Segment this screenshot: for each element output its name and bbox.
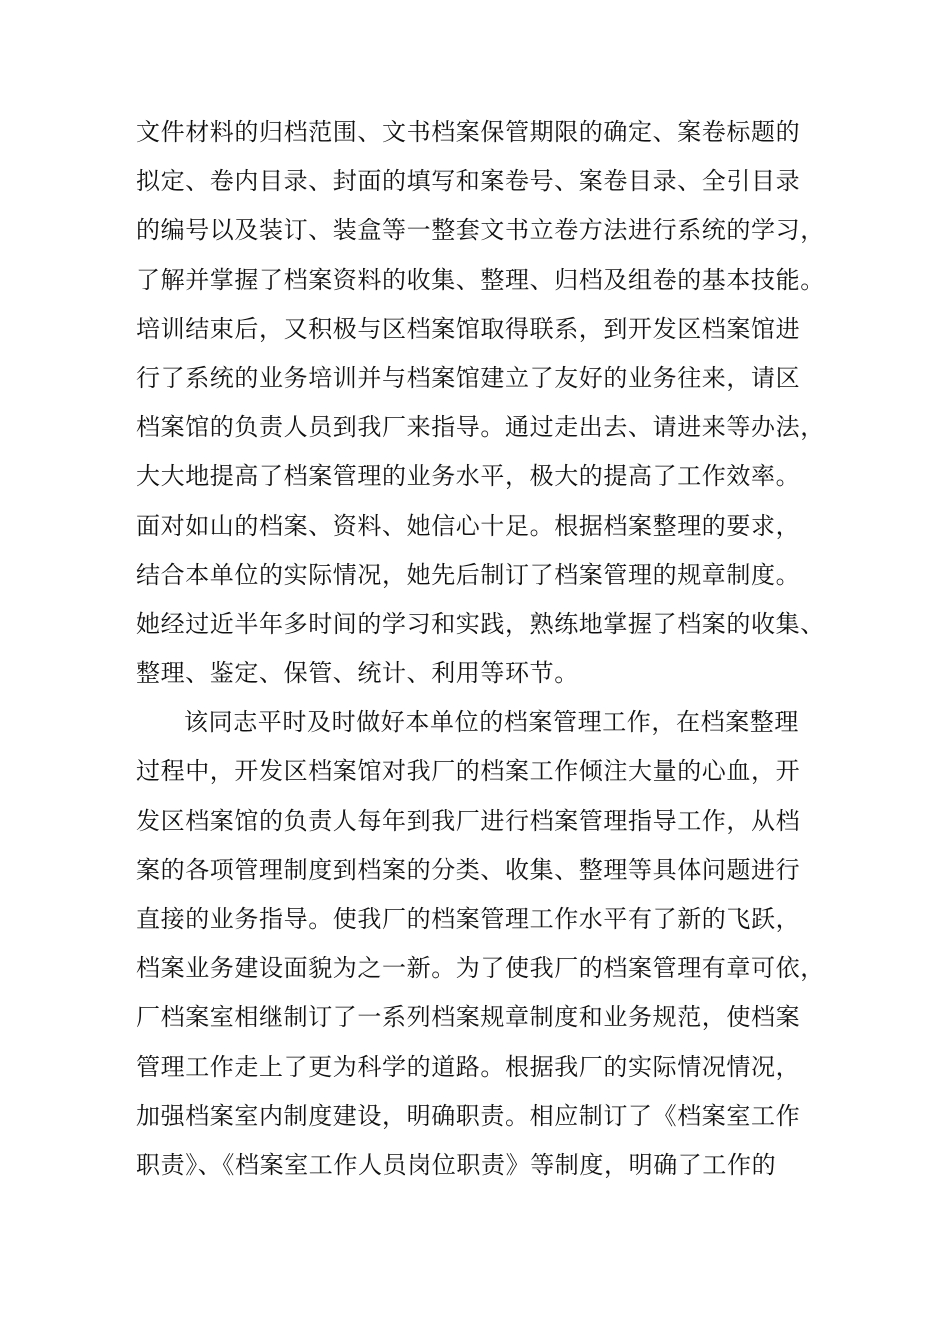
text-line: 培训结束后，又积极与区档案馆取得联系，到开发区档案馆进: [136, 314, 801, 343]
text-line: 拟定、卷内目录、封面的填写和案卷号、案卷目录、全引目录: [136, 167, 801, 196]
text-line: 的编号以及装订、装盒等一整套文书立卷方法进行系统的学习，: [136, 216, 825, 245]
text-line: 结合本单位的实际情况，她先后制订了档案管理的规章制度。: [136, 560, 801, 589]
text-line: 直接的业务指导。使我厂的档案管理工作水平有了新的飞跃，: [136, 905, 801, 933]
text-line: 档案业务建设面貌为之一新。为了使我厂的档案管理有章可依，: [136, 954, 825, 983]
text-line: 她经过近半年多时间的学习和实践，熟练地掌握了档案的收集、: [136, 609, 825, 638]
text-line: 案的各项管理制度到档案的分类、收集、整理等具体问题进行: [136, 855, 801, 884]
text-line: 大大地提高了档案管理的业务水平，极大的提高了工作效率。: [136, 462, 801, 491]
text-line: 厂档案室相继制订了一系列档案规章制度和业务规范，使档案: [136, 1003, 801, 1032]
text-line: 过程中，开发区档案馆对我厂的档案工作倾注大量的心血，开: [136, 757, 801, 786]
text-line: 档案馆的负责人员到我厂来指导。通过走出去、请进来等办法，: [136, 413, 825, 442]
body-text: [136, 108, 856, 1190]
text-line: 行了系统的业务培训并与档案馆建立了友好的业务往来，请区: [136, 363, 801, 392]
text-line: 整理、鉴定、保管、统计、利用等环节。: [136, 659, 579, 688]
text-line: 职责》、《档案室工作人员岗位职责》等制度，明确了工作的: [136, 1150, 777, 1179]
text-line-indented: 该同志平时及时做好本单位的档案管理工作，在档案整理: [184, 708, 799, 737]
text-line: 发区档案馆的负责人每年到我厂进行档案管理指导工作，从档: [136, 806, 801, 835]
text-line: 加强档案室内制度建设，明确职责。相应制订了《档案室工作: [136, 1101, 801, 1130]
text-line: 面对如山的档案、资料、她信心十足。根据档案整理的要求，: [136, 511, 801, 540]
text-line: 了解并掌握了档案资料的收集、整理、归档及组卷的基本技能。: [136, 265, 825, 294]
text-line: 管理工作走上了更为科学的道路。根据我厂的实际情况情况，: [136, 1052, 801, 1081]
text-line: 文件材料的归档范围、文书档案保管期限的确定、案卷标题的: [136, 118, 801, 146]
